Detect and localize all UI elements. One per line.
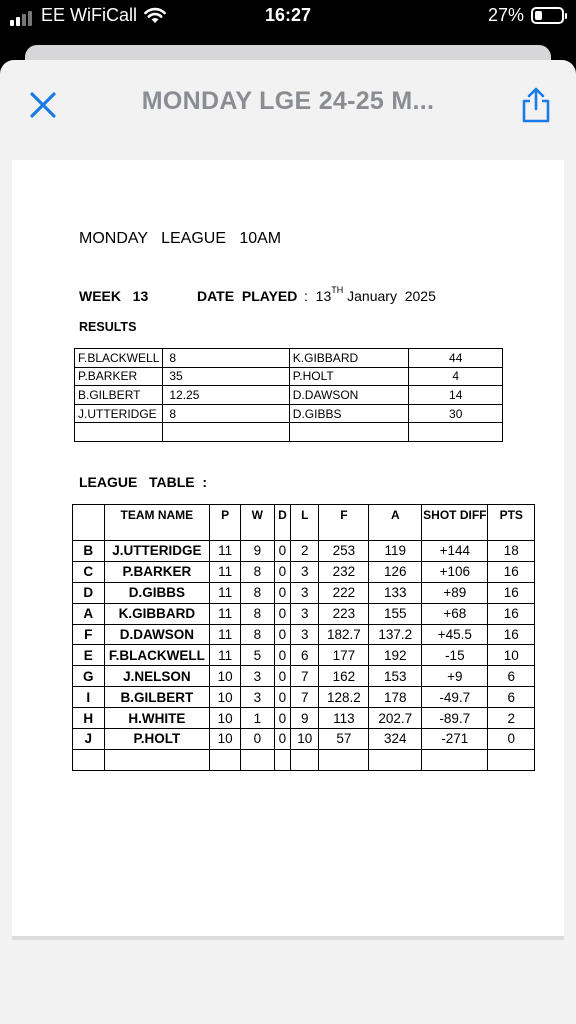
- cell-points: 6: [488, 666, 535, 687]
- cell-code: J: [73, 729, 105, 750]
- cell-drawn: 0: [274, 708, 291, 729]
- result-away-score: 4: [409, 367, 503, 386]
- clock: 16:27: [264, 5, 312, 25]
- cell-lost: 3: [291, 582, 319, 603]
- cell-code: E: [73, 645, 105, 666]
- league-table: [72, 504, 535, 771]
- cell-team-name: [104, 749, 209, 770]
- cell-team-name: P.HOLT: [104, 729, 209, 750]
- header-points: PTS: [488, 505, 535, 541]
- results-table: [74, 348, 503, 442]
- result-home: J.UTTERIDGE: [75, 404, 163, 423]
- cell-code: C: [73, 561, 105, 582]
- cell-lost: 7: [291, 687, 319, 708]
- cell-lost: 7: [291, 666, 319, 687]
- cell-against: 202.7: [369, 708, 422, 729]
- document-page: [12, 160, 564, 940]
- cell-lost: 6: [291, 645, 319, 666]
- cell-won: 8: [241, 624, 275, 645]
- cell-for: 162: [319, 666, 369, 687]
- header-team-name: TEAM NAME: [104, 505, 209, 541]
- cell-won: 5: [241, 645, 275, 666]
- cell-played: 10: [210, 729, 241, 750]
- cell-lost: 2: [291, 541, 319, 562]
- header-drawn: D: [274, 505, 291, 541]
- cell-lost: 3: [291, 603, 319, 624]
- result-home-score: 8: [163, 404, 289, 423]
- result-away: K.GIBBARD: [289, 349, 409, 368]
- result-away: D.GIBBS: [289, 404, 409, 423]
- cell-drawn: 0: [274, 666, 291, 687]
- cell-won: 0: [241, 729, 275, 750]
- cell-played: 10: [210, 687, 241, 708]
- status-bar: [0, 0, 576, 34]
- cell-shot-diff: +68: [422, 603, 488, 624]
- league-row: [73, 541, 535, 562]
- cell-code: H: [73, 708, 105, 729]
- cell-team-name: F.BLACKWELL: [104, 645, 209, 666]
- cell-drawn: 0: [274, 541, 291, 562]
- cell-code: A: [73, 603, 105, 624]
- cell-lost: 3: [291, 624, 319, 645]
- cell-points: 16: [488, 624, 535, 645]
- cell-for: 57: [319, 729, 369, 750]
- cell-drawn: 0: [274, 729, 291, 750]
- result-away: [289, 423, 409, 442]
- cell-won: 1: [241, 708, 275, 729]
- share-icon[interactable]: [520, 87, 552, 123]
- cell-played: 10: [210, 666, 241, 687]
- cell-for: 177: [319, 645, 369, 666]
- league-row: [73, 645, 535, 666]
- cell-points: 0: [488, 729, 535, 750]
- cell-points: 2: [488, 708, 535, 729]
- date-played-label: DATE PLAYED: [197, 288, 298, 304]
- cell-team-name: K.GIBBARD: [104, 603, 209, 624]
- result-home-score: [163, 423, 289, 442]
- cell-played: 11: [210, 645, 241, 666]
- cell-drawn: 0: [274, 582, 291, 603]
- cell-against: 324: [369, 729, 422, 750]
- result-row: [75, 386, 503, 405]
- result-home: F.BLACKWELL: [75, 349, 163, 368]
- cell-drawn: 0: [274, 645, 291, 666]
- cell-won: 3: [241, 666, 275, 687]
- cell-points: [488, 749, 535, 770]
- cell-points: 6: [488, 687, 535, 708]
- cell-won: 8: [241, 561, 275, 582]
- result-away: D.DAWSON: [289, 386, 409, 405]
- cell-won: 9: [241, 541, 275, 562]
- cell-team-name: J.NELSON: [104, 666, 209, 687]
- league-row: [73, 749, 535, 770]
- header-shot-diff: SHOT DIFF: [422, 505, 488, 541]
- result-away-score: [409, 423, 503, 442]
- battery-percentage: 27%: [487, 5, 524, 25]
- cell-played: [210, 749, 241, 770]
- cell-shot-diff: +45.5: [422, 624, 488, 645]
- cell-team-name: D.DAWSON: [104, 624, 209, 645]
- header-won: W: [241, 505, 275, 541]
- cell-team-name: D.GIBBS: [104, 582, 209, 603]
- close-icon[interactable]: [28, 90, 58, 120]
- cell-points: 16: [488, 582, 535, 603]
- document-heading: MONDAY LEAGUE 10AM: [79, 230, 282, 247]
- cell-lost: 9: [291, 708, 319, 729]
- document-title: MONDAY LGE 24-25 M...: [141, 87, 435, 115]
- result-home-score: 35: [163, 367, 289, 386]
- result-away-score: 14: [409, 386, 503, 405]
- league-row: [73, 603, 535, 624]
- cell-drawn: 0: [274, 624, 291, 645]
- result-away-score: 44: [409, 349, 503, 368]
- cell-for: 232: [319, 561, 369, 582]
- cell-points: 16: [488, 603, 535, 624]
- cell-for: [319, 749, 369, 770]
- cell-shot-diff: [422, 749, 488, 770]
- cell-for: 128.2: [319, 687, 369, 708]
- cell-lost: 10: [291, 729, 319, 750]
- result-away-score: 30: [409, 404, 503, 423]
- cell-drawn: 0: [274, 687, 291, 708]
- cell-for: 223: [319, 603, 369, 624]
- cell-code: D: [73, 582, 105, 603]
- cell-against: 119: [369, 541, 422, 562]
- cell-shot-diff: -271: [422, 729, 488, 750]
- cell-for: 222: [319, 582, 369, 603]
- cell-against: 192: [369, 645, 422, 666]
- result-row: [75, 367, 503, 386]
- cell-code: I: [73, 687, 105, 708]
- cell-for: 253: [319, 541, 369, 562]
- cell-points: 16: [488, 561, 535, 582]
- result-home-score: 8: [163, 349, 289, 368]
- carrier-name: EE WiFiCall: [41, 5, 138, 25]
- result-home: [75, 423, 163, 442]
- cell-won: 3: [241, 687, 275, 708]
- cell-shot-diff: +144: [422, 541, 488, 562]
- battery-icon: [531, 7, 564, 24]
- header-for: F: [319, 505, 369, 541]
- results-label: RESULTS: [79, 320, 137, 334]
- result-home: B.GILBERT: [75, 386, 163, 405]
- cell-lost: 3: [291, 561, 319, 582]
- cell-won: 8: [241, 582, 275, 603]
- header-played: P: [210, 505, 241, 541]
- cell-played: 11: [210, 561, 241, 582]
- cell-drawn: 0: [274, 561, 291, 582]
- result-home: P.BARKER: [75, 367, 163, 386]
- cell-against: 137.2: [369, 624, 422, 645]
- cell-shot-diff: +9: [422, 666, 488, 687]
- cell-against: 133: [369, 582, 422, 603]
- result-row: [75, 404, 503, 423]
- league-row: [73, 666, 535, 687]
- header-code: [73, 505, 105, 541]
- cell-code: F: [73, 624, 105, 645]
- cell-played: 11: [210, 624, 241, 645]
- cell-played: 10: [210, 708, 241, 729]
- cell-team-name: B.GILBERT: [104, 687, 209, 708]
- cell-lost: [291, 749, 319, 770]
- cell-against: [369, 749, 422, 770]
- header-lost: L: [291, 505, 319, 541]
- cell-won: 8: [241, 603, 275, 624]
- cell-points: 18: [488, 541, 535, 562]
- cell-for: 182.7: [319, 624, 369, 645]
- cell-drawn: 0: [274, 603, 291, 624]
- league-row: [73, 708, 535, 729]
- document-sheet: [0, 60, 576, 1024]
- cell-against: 126: [369, 561, 422, 582]
- cell-drawn: [274, 749, 291, 770]
- header-against: A: [369, 505, 422, 541]
- result-away: P.HOLT: [289, 367, 409, 386]
- result-home-score: 12.25: [163, 386, 289, 405]
- league-row: [73, 687, 535, 708]
- cell-played: 11: [210, 582, 241, 603]
- cell-against: 153: [369, 666, 422, 687]
- league-row: [73, 561, 535, 582]
- cell-code: B: [73, 541, 105, 562]
- cell-code: [73, 749, 105, 770]
- cell-for: 113: [319, 708, 369, 729]
- cell-played: 11: [210, 541, 241, 562]
- league-row: [73, 729, 535, 750]
- league-table-label: LEAGUE TABLE :: [79, 474, 208, 490]
- cell-shot-diff: -49.7: [422, 687, 488, 708]
- league-row: [73, 624, 535, 645]
- result-row: [75, 423, 503, 442]
- cell-shot-diff: -15: [422, 645, 488, 666]
- cell-against: 155: [369, 603, 422, 624]
- cell-shot-diff: +106: [422, 561, 488, 582]
- league-row: [73, 582, 535, 603]
- cell-against: 178: [369, 687, 422, 708]
- cell-code: G: [73, 666, 105, 687]
- cell-team-name: H.WHITE: [104, 708, 209, 729]
- date-played-value: : 13TH January 2025: [304, 285, 436, 304]
- cell-shot-diff: +89: [422, 582, 488, 603]
- cell-points: 10: [488, 645, 535, 666]
- cell-shot-diff: -89.7: [422, 708, 488, 729]
- cell-won: [241, 749, 275, 770]
- cell-team-name: J.UTTERIDGE: [104, 541, 209, 562]
- cell-team-name: P.BARKER: [104, 561, 209, 582]
- cell-played: 11: [210, 603, 241, 624]
- week-label: WEEK 13: [79, 288, 149, 304]
- result-row: [75, 349, 503, 368]
